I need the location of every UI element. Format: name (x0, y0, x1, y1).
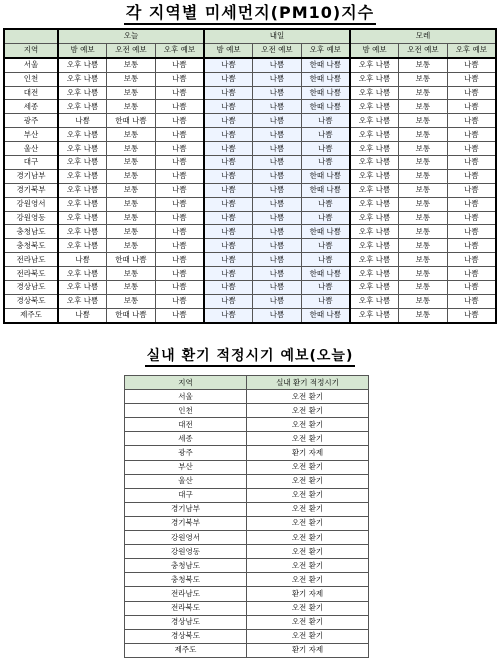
vent-time-cell: 오전 환기 (247, 474, 369, 488)
forecast-cell: 보통 (399, 86, 448, 100)
forecast-cell: 나쁨 (155, 128, 204, 142)
region-cell: 전라남도 (4, 253, 58, 267)
table-row (4, 100, 496, 114)
region-cell: 대전 (4, 86, 58, 100)
forecast-cell: 보통 (399, 58, 448, 72)
vent-region-cell: 대구 (125, 488, 247, 502)
vent-region-cell: 강원영서 (125, 531, 247, 545)
table-row (125, 432, 369, 446)
slot-header: 밤 예보 (350, 43, 399, 57)
forecast-cell: 나쁨 (204, 58, 253, 72)
forecast-cell: 오후 나쁨 (350, 308, 399, 322)
pm-header-blank (4, 29, 58, 43)
vent-time-cell: 오전 환기 (247, 573, 369, 587)
forecast-cell: 나쁨 (155, 253, 204, 267)
forecast-cell: 보통 (399, 114, 448, 128)
vent-title (0, 346, 500, 366)
region-cell: 부산 (4, 128, 58, 142)
vent-region-cell: 대전 (125, 418, 247, 432)
forecast-cell: 오후 나쁨 (58, 225, 107, 239)
forecast-cell: 나쁨 (447, 142, 496, 156)
region-header: 지역 (4, 43, 58, 57)
vent-time-cell: 오전 환기 (247, 460, 369, 474)
table-row (125, 460, 369, 474)
day-header-today: 오늘 (58, 29, 204, 43)
forecast-cell: 나쁨 (301, 142, 350, 156)
table-row (4, 281, 496, 295)
forecast-cell: 나쁨 (301, 281, 350, 295)
forecast-cell: 오후 나쁨 (58, 86, 107, 100)
vent-time-cell: 환기 자제 (247, 446, 369, 460)
forecast-cell: 보통 (107, 211, 156, 225)
forecast-cell: 나쁨 (155, 281, 204, 295)
table-row (125, 615, 369, 629)
forecast-cell: 오후 나쁨 (350, 100, 399, 114)
table-row (125, 629, 369, 643)
vent-time-cell: 오전 환기 (247, 629, 369, 643)
vent-region-header: 지역 (125, 376, 247, 390)
forecast-cell: 오후 나쁨 (58, 294, 107, 308)
region-cell: 강원영동 (4, 211, 58, 225)
forecast-cell: 나쁨 (447, 156, 496, 170)
forecast-cell: 오후 나쁨 (58, 183, 107, 197)
forecast-cell: 오후 나쁨 (350, 183, 399, 197)
table-row (125, 573, 369, 587)
region-cell: 광주 (4, 114, 58, 128)
forecast-cell: 보통 (107, 156, 156, 170)
forecast-cell: 나쁨 (253, 169, 302, 183)
table-row (4, 197, 496, 211)
forecast-cell: 보통 (107, 183, 156, 197)
table-row (125, 587, 369, 601)
forecast-cell: 나쁨 (447, 281, 496, 295)
forecast-cell: 보통 (107, 72, 156, 86)
forecast-cell: 나쁨 (447, 183, 496, 197)
vent-region-cell: 부산 (125, 460, 247, 474)
forecast-cell: 나쁨 (253, 114, 302, 128)
table-row (4, 169, 496, 183)
forecast-cell: 나쁨 (447, 294, 496, 308)
pm-forecast-table (3, 28, 497, 324)
forecast-cell: 나쁨 (253, 72, 302, 86)
forecast-cell: 한때 나쁨 (301, 100, 350, 114)
forecast-cell: 나쁨 (58, 253, 107, 267)
forecast-cell: 오후 나쁨 (58, 169, 107, 183)
forecast-cell: 나쁨 (447, 308, 496, 322)
table-row (125, 404, 369, 418)
forecast-cell: 나쁨 (58, 308, 107, 322)
region-cell: 서울 (4, 58, 58, 72)
slot-header: 밤 예보 (204, 43, 253, 57)
forecast-cell: 나쁨 (253, 86, 302, 100)
forecast-cell: 나쁨 (204, 114, 253, 128)
forecast-cell: 나쁨 (301, 114, 350, 128)
table-row (4, 128, 496, 142)
table-row (4, 86, 496, 100)
vent-region-cell: 인천 (125, 404, 247, 418)
vent-time-cell: 환기 자제 (247, 643, 369, 657)
forecast-cell: 오후 나쁨 (350, 169, 399, 183)
table-row (125, 446, 369, 460)
forecast-cell: 나쁨 (155, 308, 204, 322)
vent-time-header: 실내 환기 적정시기 (247, 376, 369, 390)
forecast-cell: 보통 (107, 239, 156, 253)
pm-day-header-row (4, 29, 496, 43)
forecast-cell: 나쁨 (204, 100, 253, 114)
forecast-cell: 보통 (107, 142, 156, 156)
table-row (4, 142, 496, 156)
forecast-cell: 한때 나쁨 (301, 58, 350, 72)
table-row (4, 308, 496, 322)
slot-header: 오후 예보 (447, 43, 496, 57)
forecast-cell: 나쁨 (155, 211, 204, 225)
forecast-cell: 나쁨 (204, 267, 253, 281)
vent-time-cell: 오전 환기 (247, 559, 369, 573)
region-cell: 인천 (4, 72, 58, 86)
forecast-cell: 나쁨 (447, 72, 496, 86)
forecast-cell: 보통 (399, 253, 448, 267)
vent-region-cell: 전라북도 (125, 601, 247, 615)
vent-time-cell: 오전 환기 (247, 418, 369, 432)
forecast-cell: 나쁨 (253, 211, 302, 225)
forecast-cell: 오후 나쁨 (350, 58, 399, 72)
forecast-cell: 오후 나쁨 (58, 142, 107, 156)
forecast-cell: 한때 나쁨 (301, 86, 350, 100)
forecast-cell: 나쁨 (204, 72, 253, 86)
forecast-cell: 나쁨 (155, 197, 204, 211)
forecast-cell: 나쁨 (155, 100, 204, 114)
forecast-cell: 보통 (399, 211, 448, 225)
forecast-cell: 오후 나쁨 (350, 281, 399, 295)
forecast-cell: 보통 (107, 169, 156, 183)
forecast-cell: 나쁨 (155, 156, 204, 170)
vent-time-cell: 오전 환기 (247, 390, 369, 404)
table-row (4, 267, 496, 281)
forecast-cell: 오후 나쁨 (58, 156, 107, 170)
table-row (4, 294, 496, 308)
forecast-cell: 나쁨 (155, 294, 204, 308)
forecast-cell: 나쁨 (204, 128, 253, 142)
slot-header: 오전 예보 (253, 43, 302, 57)
forecast-cell: 나쁨 (253, 225, 302, 239)
table-row (4, 225, 496, 239)
vent-region-cell: 세종 (125, 432, 247, 446)
vent-time-cell: 오전 환기 (247, 601, 369, 615)
forecast-cell: 오후 나쁨 (58, 100, 107, 114)
table-row (4, 58, 496, 72)
region-cell: 강원영서 (4, 197, 58, 211)
forecast-cell: 오후 나쁨 (350, 156, 399, 170)
forecast-cell: 오후 나쁨 (58, 58, 107, 72)
forecast-cell: 보통 (399, 281, 448, 295)
region-cell: 전라북도 (4, 267, 58, 281)
region-cell: 울산 (4, 142, 58, 156)
forecast-cell: 보통 (399, 72, 448, 86)
forecast-cell: 보통 (399, 239, 448, 253)
table-row (125, 516, 369, 530)
forecast-cell: 오후 나쁨 (350, 86, 399, 100)
forecast-cell: 나쁨 (253, 294, 302, 308)
forecast-cell: 나쁨 (155, 267, 204, 281)
forecast-cell: 오후 나쁨 (58, 281, 107, 295)
vent-time-cell: 오전 환기 (247, 531, 369, 545)
forecast-cell: 보통 (107, 225, 156, 239)
forecast-cell: 나쁨 (447, 128, 496, 142)
forecast-cell: 나쁨 (58, 114, 107, 128)
forecast-cell: 한때 나쁨 (301, 225, 350, 239)
forecast-cell: 나쁨 (253, 253, 302, 267)
forecast-cell: 한때 나쁨 (301, 267, 350, 281)
forecast-cell: 오후 나쁨 (350, 72, 399, 86)
forecast-cell: 보통 (107, 86, 156, 100)
region-cell: 충청남도 (4, 225, 58, 239)
forecast-cell: 나쁨 (253, 183, 302, 197)
table-row (4, 253, 496, 267)
forecast-cell: 한때 나쁨 (301, 183, 350, 197)
forecast-cell: 한때 나쁨 (301, 169, 350, 183)
forecast-cell: 나쁨 (301, 156, 350, 170)
forecast-cell: 오후 나쁨 (350, 294, 399, 308)
forecast-cell: 보통 (107, 58, 156, 72)
forecast-cell: 나쁨 (204, 281, 253, 295)
vent-time-cell: 오전 환기 (247, 404, 369, 418)
vent-region-cell: 경기북부 (125, 516, 247, 530)
region-cell: 대구 (4, 156, 58, 170)
forecast-cell: 나쁨 (253, 197, 302, 211)
forecast-cell: 나쁨 (447, 253, 496, 267)
forecast-cell: 나쁨 (155, 169, 204, 183)
forecast-cell: 한때 나쁨 (301, 72, 350, 86)
forecast-cell: 나쁨 (204, 294, 253, 308)
table-row (4, 239, 496, 253)
forecast-cell: 나쁨 (253, 308, 302, 322)
vent-region-cell: 경기남부 (125, 502, 247, 516)
day-header-day-after: 모레 (350, 29, 496, 43)
forecast-cell: 나쁨 (155, 114, 204, 128)
forecast-cell: 오후 나쁨 (350, 128, 399, 142)
forecast-cell: 나쁨 (301, 128, 350, 142)
forecast-cell: 나쁨 (204, 183, 253, 197)
slot-header: 오후 예보 (155, 43, 204, 57)
slot-header: 오후 예보 (301, 43, 350, 57)
forecast-cell: 나쁨 (447, 239, 496, 253)
forecast-cell: 한때 나쁨 (301, 308, 350, 322)
forecast-cell: 나쁨 (204, 253, 253, 267)
forecast-cell: 나쁨 (204, 142, 253, 156)
vent-region-cell: 경상북도 (125, 629, 247, 643)
forecast-cell: 나쁨 (447, 225, 496, 239)
vent-region-cell: 제주도 (125, 643, 247, 657)
forecast-cell: 보통 (399, 100, 448, 114)
table-row (4, 72, 496, 86)
pm-slot-header-row (4, 43, 496, 57)
forecast-cell: 보통 (399, 197, 448, 211)
forecast-cell: 한때 나쁨 (107, 253, 156, 267)
vent-time-cell: 오전 환기 (247, 488, 369, 502)
forecast-cell: 나쁨 (301, 211, 350, 225)
forecast-cell: 나쁨 (155, 58, 204, 72)
table-row (4, 156, 496, 170)
forecast-cell: 나쁨 (253, 128, 302, 142)
forecast-cell: 나쁨 (155, 86, 204, 100)
slot-header: 오전 예보 (107, 43, 156, 57)
vent-time-cell: 오전 환기 (247, 545, 369, 559)
forecast-cell: 나쁨 (253, 156, 302, 170)
ventilation-table (124, 375, 369, 658)
region-cell: 충청북도 (4, 239, 58, 253)
region-cell: 경기남부 (4, 169, 58, 183)
forecast-cell: 오후 나쁨 (58, 239, 107, 253)
forecast-cell: 보통 (399, 128, 448, 142)
table-row (125, 531, 369, 545)
table-row (125, 418, 369, 432)
forecast-cell: 보통 (107, 128, 156, 142)
forecast-cell: 나쁨 (447, 58, 496, 72)
vent-time-cell: 오전 환기 (247, 516, 369, 530)
forecast-cell: 나쁨 (447, 100, 496, 114)
vent-region-cell: 경상남도 (125, 615, 247, 629)
day-header-tomorrow: 내일 (204, 29, 350, 43)
pm-table-body (4, 58, 496, 323)
forecast-cell: 나쁨 (253, 142, 302, 156)
forecast-cell: 나쁨 (301, 239, 350, 253)
forecast-cell: 나쁨 (253, 239, 302, 253)
slot-header: 오전 예보 (399, 43, 448, 57)
forecast-cell: 나쁨 (447, 267, 496, 281)
vent-region-cell: 충청북도 (125, 573, 247, 587)
forecast-cell: 오후 나쁨 (350, 239, 399, 253)
forecast-cell: 한때 나쁨 (107, 114, 156, 128)
forecast-cell: 나쁨 (155, 225, 204, 239)
forecast-cell: 나쁨 (204, 197, 253, 211)
vent-time-cell: 오전 환기 (247, 502, 369, 516)
forecast-cell: 오후 나쁨 (58, 211, 107, 225)
forecast-cell: 보통 (107, 197, 156, 211)
table-row (125, 643, 369, 657)
forecast-cell: 오후 나쁨 (350, 225, 399, 239)
slot-header: 밤 예보 (58, 43, 107, 57)
vent-table-body (125, 390, 369, 658)
forecast-cell: 나쁨 (253, 281, 302, 295)
table-row (125, 474, 369, 488)
forecast-cell: 나쁨 (253, 100, 302, 114)
forecast-cell: 오후 나쁨 (58, 128, 107, 142)
forecast-cell: 나쁨 (204, 239, 253, 253)
region-cell: 제주도 (4, 308, 58, 322)
forecast-cell: 보통 (399, 225, 448, 239)
forecast-cell: 보통 (107, 267, 156, 281)
table-row (125, 502, 369, 516)
forecast-cell: 보통 (399, 308, 448, 322)
forecast-cell: 한때 나쁨 (107, 308, 156, 322)
forecast-cell: 나쁨 (447, 86, 496, 100)
forecast-cell: 보통 (399, 169, 448, 183)
forecast-cell: 나쁨 (301, 197, 350, 211)
region-cell: 경상북도 (4, 294, 58, 308)
forecast-cell: 오후 나쁨 (58, 72, 107, 86)
forecast-cell: 나쁨 (155, 183, 204, 197)
region-cell: 경상남도 (4, 281, 58, 295)
forecast-cell: 나쁨 (155, 142, 204, 156)
table-row (125, 488, 369, 502)
vent-time-cell: 오전 환기 (247, 615, 369, 629)
forecast-cell: 나쁨 (204, 156, 253, 170)
forecast-cell: 나쁨 (447, 169, 496, 183)
vent-header-row (125, 376, 369, 390)
forecast-cell: 나쁨 (155, 239, 204, 253)
forecast-cell: 오후 나쁨 (350, 114, 399, 128)
forecast-cell: 나쁨 (204, 169, 253, 183)
vent-time-cell: 오전 환기 (247, 432, 369, 446)
forecast-cell: 오후 나쁨 (58, 197, 107, 211)
forecast-cell: 오후 나쁨 (350, 142, 399, 156)
vent-region-cell: 울산 (125, 474, 247, 488)
table-row (4, 183, 496, 197)
forecast-cell: 보통 (399, 267, 448, 281)
forecast-cell: 나쁨 (447, 211, 496, 225)
forecast-cell: 나쁨 (301, 294, 350, 308)
vent-title-text: 실내 환기 적정시기 예보(오늘) (145, 348, 356, 367)
forecast-cell: 보통 (399, 294, 448, 308)
table-row (4, 211, 496, 225)
forecast-cell: 오후 나쁨 (350, 253, 399, 267)
pm-title-text: 각 지역별 미세먼지(PM10)지수 (124, 3, 376, 25)
region-cell: 세종 (4, 100, 58, 114)
vent-region-cell: 광주 (125, 446, 247, 460)
forecast-cell: 나쁨 (204, 308, 253, 322)
forecast-cell: 오후 나쁨 (350, 211, 399, 225)
forecast-cell: 나쁨 (155, 72, 204, 86)
vent-region-cell: 충청남도 (125, 559, 247, 573)
forecast-cell: 나쁨 (204, 211, 253, 225)
vent-region-cell: 강원영동 (125, 545, 247, 559)
forecast-cell: 보통 (107, 294, 156, 308)
vent-region-cell: 서울 (125, 390, 247, 404)
table-row (125, 545, 369, 559)
vent-time-cell: 환기 자제 (247, 587, 369, 601)
forecast-cell: 보통 (107, 100, 156, 114)
forecast-cell: 나쁨 (253, 267, 302, 281)
forecast-cell: 오후 나쁨 (350, 267, 399, 281)
forecast-cell: 나쁨 (204, 225, 253, 239)
forecast-cell: 보통 (107, 281, 156, 295)
forecast-cell: 오후 나쁨 (350, 197, 399, 211)
forecast-cell: 보통 (399, 142, 448, 156)
forecast-cell: 오후 나쁨 (58, 267, 107, 281)
forecast-cell: 나쁨 (253, 58, 302, 72)
forecast-cell: 나쁨 (447, 197, 496, 211)
forecast-cell: 보통 (399, 156, 448, 170)
forecast-cell: 나쁨 (301, 253, 350, 267)
forecast-cell: 나쁨 (204, 86, 253, 100)
pm-title (0, 3, 500, 23)
table-row (125, 601, 369, 615)
table-row (125, 390, 369, 404)
table-row (125, 559, 369, 573)
forecast-cell: 나쁨 (447, 114, 496, 128)
vent-region-cell: 전라남도 (125, 587, 247, 601)
table-row (4, 114, 496, 128)
region-cell: 경기북부 (4, 183, 58, 197)
forecast-cell: 보통 (399, 183, 448, 197)
